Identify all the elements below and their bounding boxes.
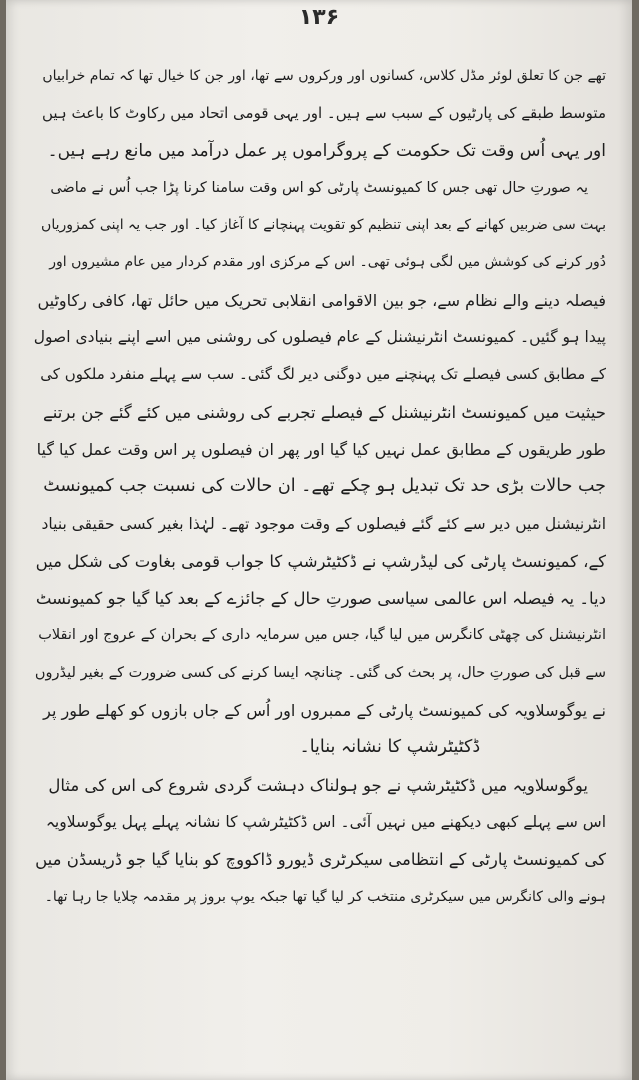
text-line: ہونے والی کانگرس میں سیکرٹری منتخب کر لیا گیا تھا جبکہ یوپ بروز پر مقدمہ چلایا جا رہا تھا۔: [44, 888, 606, 905]
text-line: سے قبل کی صورتِ حال، پر بحث کی گئی۔ چنانچہ ایسا کرنے کی کسی ضرورت کے بغیر لیڈروں: [34, 664, 606, 681]
text-line: پیدا ہو گئیں۔ کمیونسٹ انٹرنیشنل کے عام فیصلوں کی روشنی میں اسے اپنے بنیادی اصول: [34, 328, 606, 347]
text-line: اور یہی اُس وقت تک حکومت کے پروگراموں پر عمل درآمد میں مانع رہے ہیں۔: [47, 140, 606, 161]
text-line: بہت سی ضربیں کھانے کے بعد اپنی تنظیم کو تقویت پہنچانے کا آغاز کیا۔ اور جب یہ اپنی کمزوریاں: [41, 217, 606, 234]
body-text: [34, 58, 606, 916]
paragraph-start-line: یہ صورتِ حال تھی جس کا کمیونسٹ پارٹی کو اس وقت سامنا کرنا پڑا جب اُس نے ماضی: [50, 179, 588, 196]
text-line: تھے جن کا تعلق لوئر مڈل کلاس، کسانوں اور ورکروں سے تھا، اور جن کا خیال تھا کہ تمام خرابیاں: [42, 68, 606, 84]
text-line: دُور کرنے کی کوشش میں لگی ہوئی تھی۔ اس کے مرکزی اور مقدم کردار میں عام مشیروں اور: [49, 254, 606, 271]
text-line: انٹرنیشنل کی چھٹی کانگرس میں لیا گیا، جس میں سرمایہ داری کے بحران کے عروج اور انقلاب: [38, 627, 606, 644]
text-line: طور طریقوں کے مطابق عمل نہیں کیا گیا اور پھر ان فیصلوں پر اس وقت عمل کیا گیا: [36, 439, 606, 459]
text-line: حیثیت میں کمیونسٹ انٹرنیشنل کے فیصلے تجربے کی روشنی میں کئے گئے جن برتنے: [43, 402, 606, 422]
text-line: انٹرنیشنل میں دیر سے کئے گئے فیصلوں کے وقت موجود تھے۔ لہٰذا بغیر کسی حقیقی بنیاد: [41, 514, 606, 533]
paragraph-end-line: ڈکٹیٹرشپ کا نشانہ بنایا۔: [299, 737, 481, 758]
text-line: دیا۔ یہ فیصلہ اس عالمی سیاسی صورتِ حال کے جائزے کے بعد کیا گیا جو کمیونسٹ: [35, 589, 606, 609]
text-line: جب حالات بڑی حد تک تبدیل ہو چکے تھے۔ ان حالات کی نسبت جب کمیونسٹ: [43, 476, 606, 497]
text-line: کے، کمیونسٹ پارٹی کی لیڈرشپ نے ڈکٹیٹرشپ کا جواب قومی بغاوت کی شکل میں: [35, 551, 606, 571]
text-line: نے یوگوسلاویہ کی کمیونسٹ پارٹی کے ممبروں اور اُس کے جاں بازوں کو کھلے طور پر: [43, 701, 606, 721]
text-line: فیصلہ دینے والے نظام سے، جو بین الاقوامی انقلابی تحریک میں حائل تھا، کافی رکاوٹیں: [37, 290, 606, 310]
book-page: [6, 0, 632, 1080]
text-line: متوسط طبقے کی پارٹیوں کے سبب سے ہیں۔ اور یہی قومی اتحاد میں رکاوٹ کا باعث ہیں: [41, 104, 606, 123]
text-line: کی کمیونسٹ پارٹی کے انتظامی سیکرٹری ڈیورو ڈاکووچ کو بنایا گیا جو ڈریسڈن میں: [35, 850, 606, 870]
text-line: اس سے پہلے کبھی دیکھنے میں نہیں آئی۔ اس ڈکٹیٹرشپ کا نشانہ پہلے پہل یوگوسلاویہ: [45, 812, 606, 831]
page-number: ۱۳۶: [298, 5, 340, 30]
paragraph-start-line: یوگوسلاویہ میں ڈکٹیٹرشپ نے جو ہولناک دہشت گردی شروع کی اس کی مثال: [48, 775, 588, 795]
text-line: کے مطابق کسی فیصلے تک پہنچنے میں دوگنی دیر لگ گئی۔ سب سے پہلے منفرد ملکوں کی: [40, 365, 606, 384]
